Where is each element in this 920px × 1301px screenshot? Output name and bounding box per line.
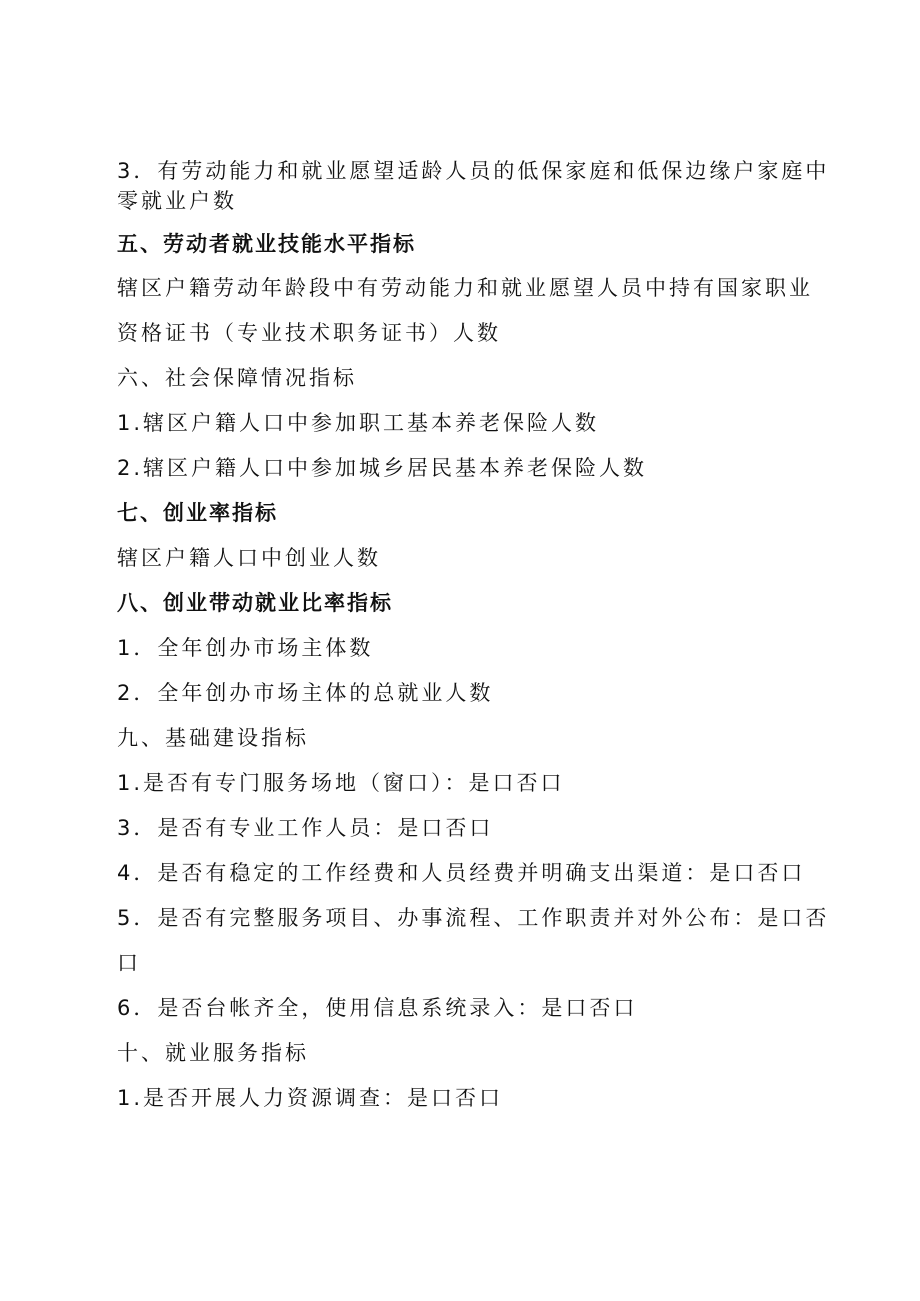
- paragraph-8-item1: 1．全年创办市场主体数: [117, 636, 374, 660]
- section-heading-10: 十、就业服务指标: [117, 1041, 309, 1065]
- paragraph-10-item1: 1.是否开展人力资源调查：是口否口: [117, 1086, 504, 1110]
- paragraph-item-3-line1: 3．有劳动能力和就业愿望适龄人员的低保家庭和低保边缘户家庭中: [117, 159, 830, 183]
- section-heading-6: 六、社会保障情况指标: [117, 366, 357, 390]
- paragraph-9-item5-line2: 口: [117, 951, 141, 975]
- paragraph-9-item6: 6．是否台帐齐全，使用信息系统录入：是口否口: [117, 996, 638, 1020]
- paragraph-9-item5-line1: 5．是否有完整服务项目、办事流程、工作职责并对外公布：是口否: [117, 906, 830, 930]
- section-heading-9: 九、基础建设指标: [117, 726, 309, 750]
- paragraph-7: 辖区户籍人口中创业人数: [117, 546, 381, 570]
- section-heading-8: 八、创业带动就业比率指标: [117, 591, 393, 615]
- paragraph-6-item1: 1.辖区户籍人口中参加职工基本养老保险人数: [117, 411, 600, 435]
- paragraph-9-item1: 1.是否有专门服务场地（窗口）：是口否口: [117, 771, 565, 795]
- paragraph-5-line2: 资格证书（专业技术职务证书）人数: [117, 321, 501, 345]
- paragraph-9-item3: 3．是否有专业工作人员：是口否口: [117, 816, 494, 840]
- section-heading-7: 七、创业率指标: [117, 501, 278, 525]
- paragraph-9-item4: 4．是否有稳定的工作经费和人员经费并明确支出渠道：是口否口: [117, 861, 806, 885]
- section-heading-5: 五、劳动者就业技能水平指标: [117, 232, 416, 256]
- paragraph-8-item2: 2．全年创办市场主体的总就业人数: [117, 681, 494, 705]
- paragraph-item-3-line2: 零就业户数: [117, 189, 237, 213]
- paragraph-5-line1: 辖区户籍劳动年龄段中有劳动能力和就业愿望人员中持有国家职业: [117, 276, 813, 300]
- paragraph-6-item2: 2.辖区户籍人口中参加城乡居民基本养老保险人数: [117, 456, 648, 480]
